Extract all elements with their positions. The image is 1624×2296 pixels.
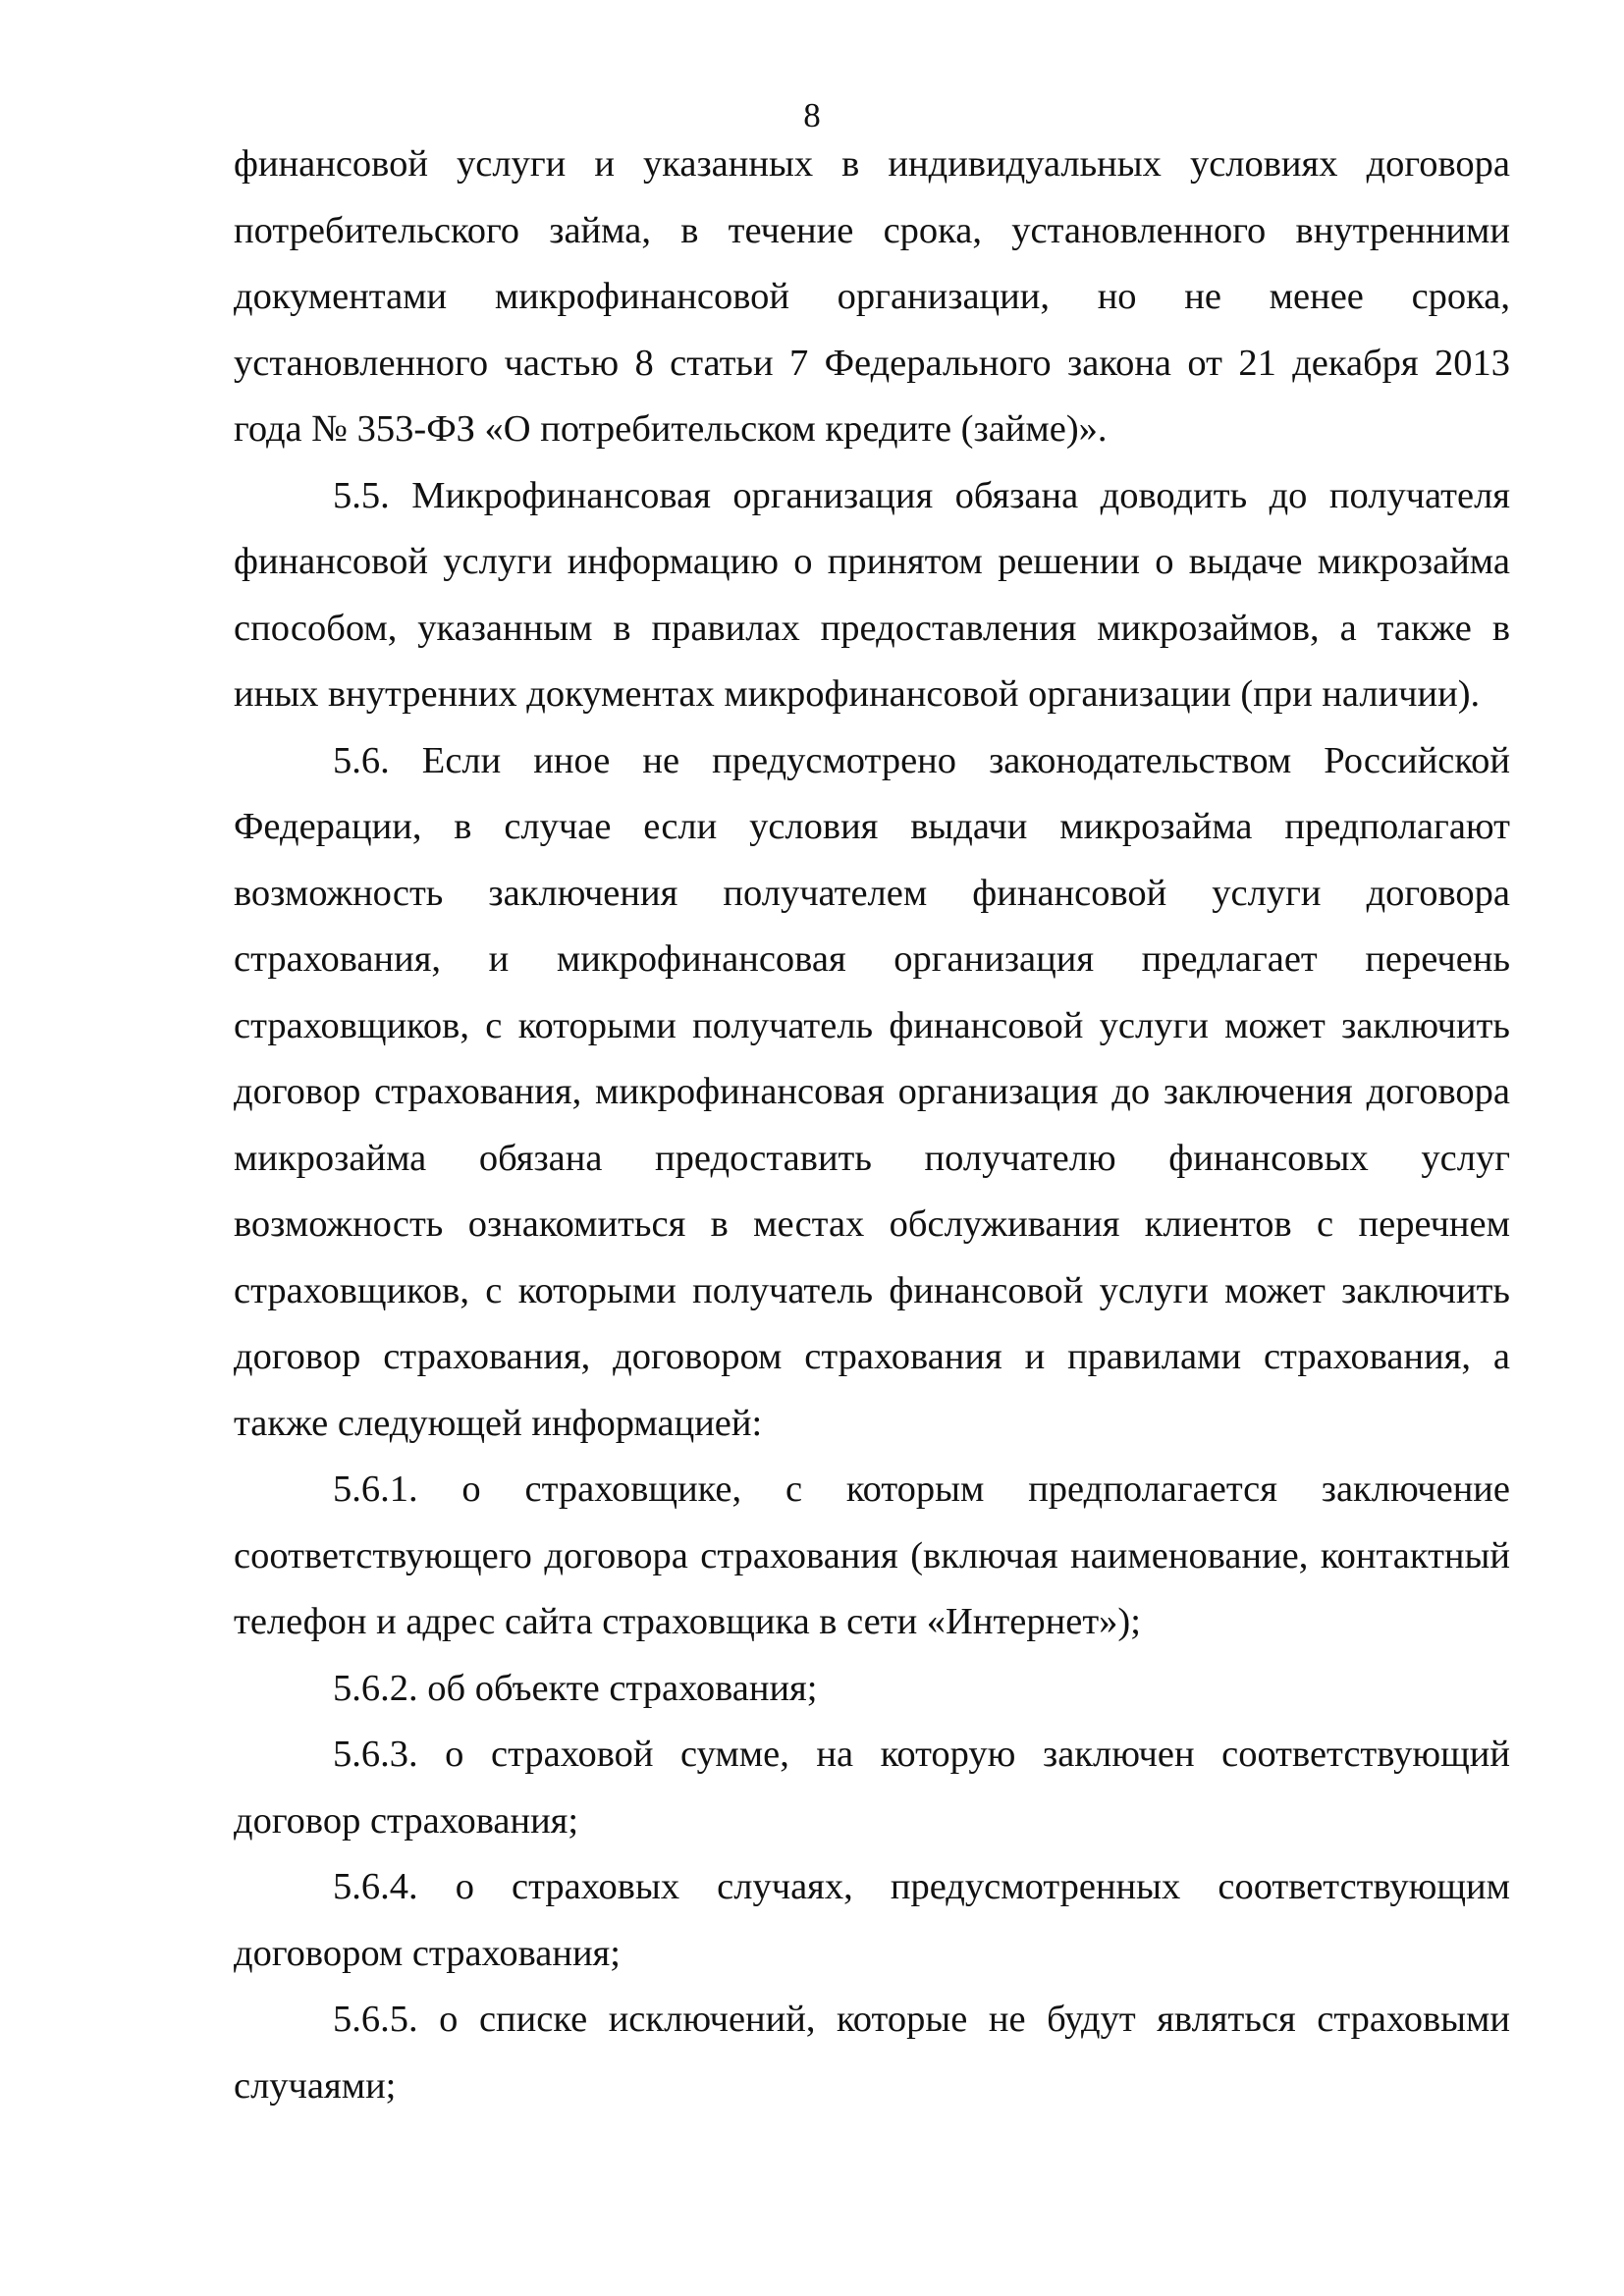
document-body xyxy=(234,132,1510,2119)
page-number: 8 xyxy=(803,96,821,134)
paragraph-5-6-1: 5.6.1. о страховщике, с которым предполагается заключение соответствующего договора страхования (включая наименование, контактный телефон и адрес сайта страховщика в сети «Интернет»); xyxy=(234,1468,1510,1642)
paragraph-5-5: 5.5. Микрофинансовая организация обязана доводить до получателя финансовой услуги информацию о принятом решении о выдаче микрозайма способом, указанным в правилах предоставления микрозаймов, а также в иных внутренних документах микрофинансовой организации (при наличии). xyxy=(234,474,1510,715)
paragraph-continuation: финансовой услуги и указанных в индивидуальных условиях договора потребительского займа, в течение срока, установленного внутренними документами микрофинансовой организации, но не менее срока, установленного частью 8 статьи 7 Федерального закона от 21 декабря 2013 года № 353-ФЗ «О потребительском кредите (займе)». xyxy=(234,143,1510,450)
paragraph-5-6-5: 5.6.5. о списке исключений, которые не будут являться страховыми случаями; xyxy=(234,1999,1510,2107)
paragraph-5-6-2: 5.6.2. об объекте страхования; xyxy=(333,1667,818,1709)
paragraph-5-6-3: 5.6.3. о страховой сумме, на которую заключен соответствующий договор страхования; xyxy=(234,1734,1510,1842)
paragraph-5-6-4: 5.6.4. о страховых случаях, предусмотренных соответствующим договором страхования; xyxy=(234,1866,1510,1974)
paragraph-5-6: 5.6. Если иное не предусмотрено законодательством Российской Федерации, в случае если условия выдачи микрозайма предполагают возможность заключения получателем финансовой услуги договора страхования, и микрофинансовая организация предлагает перечень страховщиков, с которыми получатель финансовой услуги может заключить договор страхования, микрофинансовая организация до заключения договора микрозайма обязана предоставить получателю финансовых услуг возможность ознакомиться в местах обслуживания клиентов с перечнем страховщиков, с которыми получатель финансовой услуги может заключить договор страхования, договором страхования и правилами страхования, а также следующей информацией: xyxy=(234,739,1510,1444)
